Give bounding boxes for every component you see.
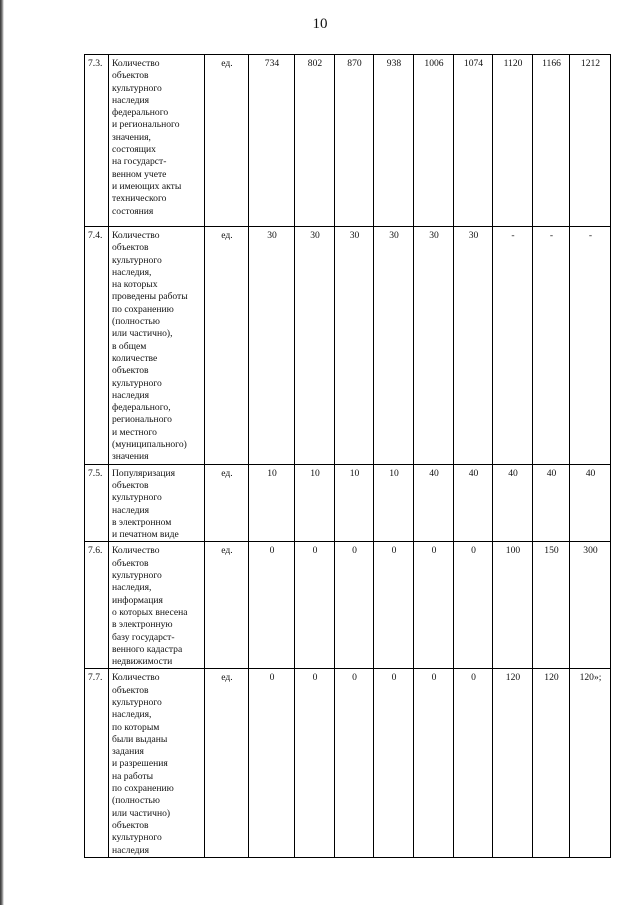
value-cell: 0: [295, 542, 335, 669]
value-cell: 0: [295, 669, 335, 857]
indicator-name: Количество объектов культурного наследия, информация о которых внесена в электронную базу государст- венного кадастра недвижимости: [109, 542, 205, 669]
unit-cell: ед.: [205, 55, 249, 227]
table-row: [85, 464, 611, 542]
value-cell: 870: [335, 55, 374, 227]
value-cell: 0: [374, 669, 414, 857]
row-number: 7.3.: [85, 55, 109, 227]
value-cell: 30: [335, 227, 374, 465]
value-cell: -: [570, 227, 611, 465]
value-cell: -: [493, 227, 533, 465]
row-number: 7.7.: [85, 669, 109, 857]
value-cell: 30: [454, 227, 493, 465]
indicator-name: Количество объектов культурного наследия, на которых проведены работы по сохранению (полностью или частично), в общем количестве объектов культурного наследия федерального, регионального и местного (муниципального) значения: [109, 227, 205, 465]
unit-cell: ед.: [205, 542, 249, 669]
value-cell: 40: [493, 464, 533, 542]
indicator-name: Популяризация объектов культурного наследия в электронном и печатном виде: [109, 464, 205, 542]
row-number: 7.4.: [85, 227, 109, 465]
value-cell: 120: [533, 669, 570, 857]
value-cell: 30: [295, 227, 335, 465]
value-cell: 0: [374, 542, 414, 669]
value-cell: 1074: [454, 55, 493, 227]
value-cell: 1006: [414, 55, 454, 227]
value-cell: 0: [249, 542, 295, 669]
value-cell: 30: [249, 227, 295, 465]
table-row: [85, 542, 611, 669]
value-cell: 120»;: [570, 669, 611, 857]
value-cell: 100: [493, 542, 533, 669]
value-cell: 1120: [493, 55, 533, 227]
value-cell: 10: [295, 464, 335, 542]
value-cell: 1166: [533, 55, 570, 227]
row-number: 7.6.: [85, 542, 109, 669]
value-cell: 802: [295, 55, 335, 227]
value-cell: 0: [335, 542, 374, 669]
value-cell: 0: [414, 669, 454, 857]
value-cell: -: [533, 227, 570, 465]
unit-cell: ед.: [205, 669, 249, 857]
scan-edge: [0, 0, 4, 905]
value-cell: 300: [570, 542, 611, 669]
page-number: 10: [312, 16, 328, 32]
value-cell: 120: [493, 669, 533, 857]
value-cell: 40: [414, 464, 454, 542]
unit-cell: ед.: [205, 464, 249, 542]
row-number: 7.5.: [85, 464, 109, 542]
unit-cell: ед.: [205, 227, 249, 465]
value-cell: 734: [249, 55, 295, 227]
value-cell: 30: [414, 227, 454, 465]
value-cell: 0: [454, 542, 493, 669]
indicators-table: [84, 54, 611, 858]
table-row: [85, 55, 611, 227]
table-row: [85, 669, 611, 857]
value-cell: 10: [374, 464, 414, 542]
value-cell: 10: [249, 464, 295, 542]
value-cell: 0: [249, 669, 295, 857]
value-cell: 1212: [570, 55, 611, 227]
value-cell: 40: [454, 464, 493, 542]
value-cell: 0: [414, 542, 454, 669]
indicator-name: Количество объектов культурного наследия, по которым были выданы задания и разрешения на работы по сохранению (полностью или частично) объектов культурного наследия: [109, 669, 205, 857]
indicator-name: Количество объектов культурного наследия федерального и регионального значения, состоящих на государст- венном учете и имеющих акты технического состояния: [109, 55, 205, 227]
value-cell: 40: [533, 464, 570, 542]
table-row: [85, 227, 611, 465]
value-cell: 0: [454, 669, 493, 857]
value-cell: 150: [533, 542, 570, 669]
value-cell: 10: [335, 464, 374, 542]
value-cell: 40: [570, 464, 611, 542]
value-cell: 30: [374, 227, 414, 465]
value-cell: 938: [374, 55, 414, 227]
value-cell: 0: [335, 669, 374, 857]
